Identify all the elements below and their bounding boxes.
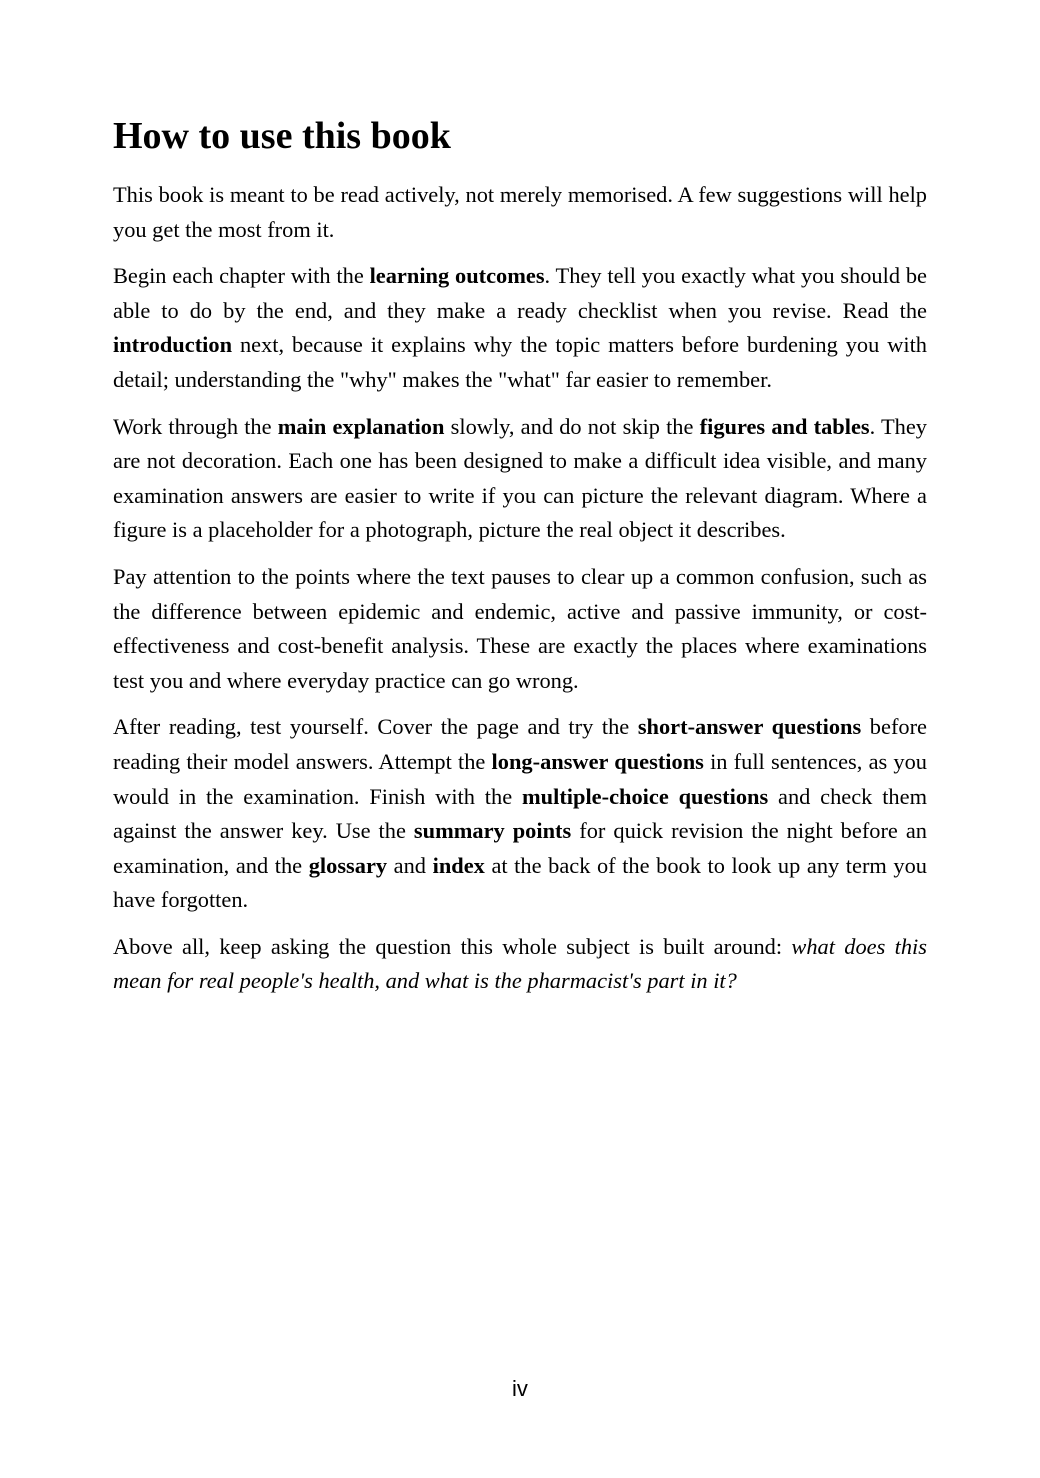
page-number: iv xyxy=(512,1376,528,1401)
bold-term-figures-and-tables: figures and tables xyxy=(699,413,870,439)
bold-term-learning-outcomes: learning outcomes xyxy=(369,263,545,289)
bold-term-introduction: introduction xyxy=(113,332,233,358)
text-span: . They tell you exactly what you should be able to do by the end, and they make a ready checklist when you revise. Read the xyxy=(113,263,927,323)
page-content xyxy=(113,112,927,1011)
bold-term-summary-points: summary points xyxy=(413,818,572,844)
text-span: Begin each chapter with the xyxy=(113,263,370,289)
text-span: next, because it explains why the topic matters before burdening you with detail; understanding the "why" makes the "what" far easier to remember. xyxy=(113,332,927,392)
paragraph-common-confusion: Pay attention to the points where the text pauses to clear up a common confusion, such as the difference between epidemic and endemic, active and passive immunity, or cost-effectiveness and cost-benefit analysis. These are exactly the places where examinations test you and where everyday practice can go wrong. xyxy=(113,563,927,693)
text-span: . They are not decoration. Each one has been designed to make a difficult idea visible, and many examination answers are easier to write if you can picture the relevant diagram. Where a figure is a placeholder for a photograph, picture the real object it describes. xyxy=(113,413,927,543)
text-span: Above all, keep asking the question this whole subject is built around: xyxy=(113,933,792,959)
bold-term-multiple-choice-questions: multiple-choice questions xyxy=(522,783,769,809)
text-span: at the back of the book to look up any term you have forgotten. xyxy=(113,852,927,913)
bold-term-main-explanation: main explanation xyxy=(277,413,445,439)
paragraph-main-explanation xyxy=(113,410,927,548)
bold-term-short-answer-questions: short-answer questions xyxy=(637,714,862,740)
text-span: before reading their model answers. Attempt the xyxy=(113,714,927,774)
bold-term-glossary: glossary xyxy=(308,852,388,878)
italic-question: what does this mean for real people's health, and what is the pharmacist's part in it? xyxy=(113,933,927,994)
paragraph-intro: This book is meant to be read actively, not merely memorised. A few suggestions will help you get the most from it. xyxy=(113,182,927,242)
bold-term-index: index xyxy=(432,852,485,878)
text-span: After reading, test yourself. Cover the page and try the xyxy=(113,714,638,740)
bold-term-long-answer-questions: long-answer questions xyxy=(491,748,704,774)
paragraph-above-all xyxy=(113,930,927,999)
text-span: Work through the xyxy=(113,413,278,439)
paragraph-learning-outcomes xyxy=(113,259,927,397)
page-title: How to use this book xyxy=(113,115,451,157)
text-span: for quick revision the night before an examination, and the xyxy=(113,818,928,878)
paragraph-test-yourself xyxy=(113,710,927,918)
text-span: in full sentences, as you would in the examination. Finish with the xyxy=(113,748,927,809)
text-span: and check them against the answer key. Use the xyxy=(113,783,927,844)
text-span: and xyxy=(387,852,433,878)
text-span: slowly, and do not skip the xyxy=(444,413,700,439)
